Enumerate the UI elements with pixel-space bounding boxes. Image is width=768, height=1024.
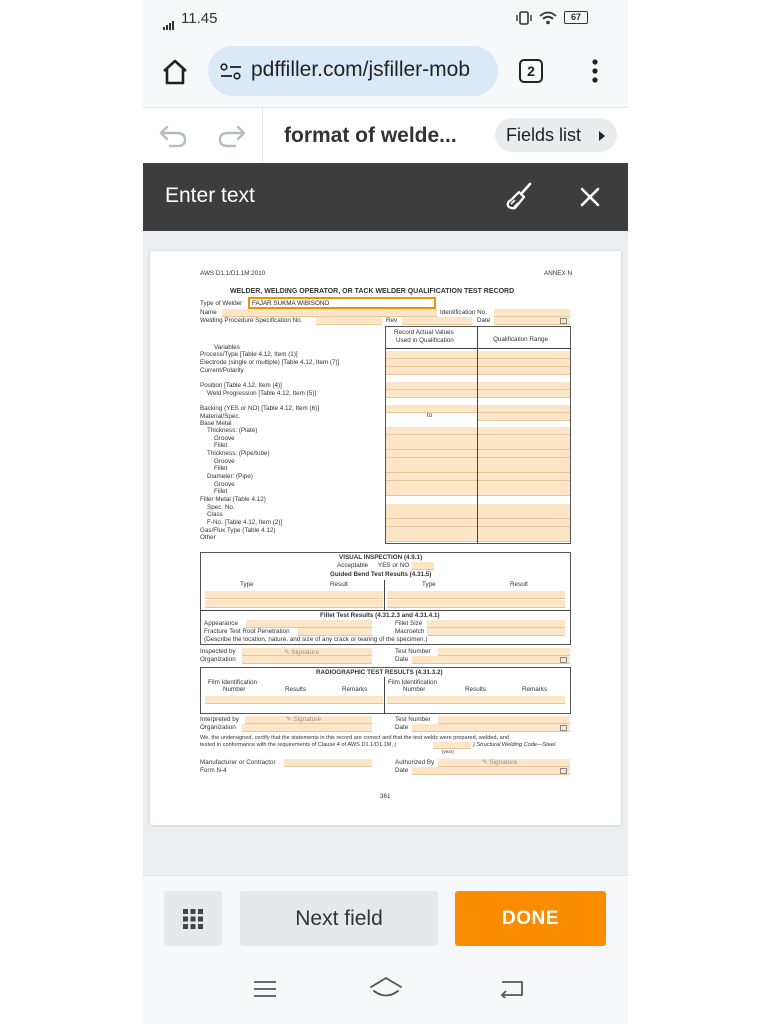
- results-col-header: Results: [285, 686, 306, 693]
- range-field[interactable]: [478, 413, 570, 421]
- url-text: pdffiller.com/jsfiller-mob: [251, 58, 471, 81]
- header-left: AWS D1.1/D1.1M:2010: [200, 270, 266, 277]
- year-label: (year): [442, 749, 454, 754]
- type-col-header: Type: [422, 581, 436, 588]
- battery-icon: 67: [564, 11, 588, 24]
- pen-icon: ✎: [482, 759, 490, 766]
- appearance-label: Appearance: [204, 620, 238, 627]
- date-field[interactable]: [494, 317, 570, 325]
- record-field[interactable]: [386, 511, 477, 519]
- range-field[interactable]: [478, 450, 570, 458]
- page-number: 361: [380, 793, 391, 800]
- bend-result-field[interactable]: [387, 591, 565, 599]
- editor-toolbar: [143, 107, 628, 164]
- variable-label: Material/Spec.: [200, 413, 241, 420]
- record-field[interactable]: [386, 367, 477, 375]
- range-col-header: Qualification Range: [493, 336, 548, 343]
- type-of-welder-input[interactable]: [248, 297, 436, 309]
- table-header-rule: [385, 348, 571, 349]
- document-viewer[interactable]: [143, 231, 628, 875]
- range-field[interactable]: [478, 405, 570, 413]
- rev-label: Rev: [386, 317, 398, 324]
- range-field[interactable]: [478, 351, 570, 359]
- inspected-by-label: Inspected by: [200, 648, 236, 655]
- clear-brush-icon[interactable]: [505, 182, 533, 212]
- chevron-right-icon: [599, 131, 605, 141]
- range-field[interactable]: [478, 382, 570, 390]
- keyboard-grid-button[interactable]: [164, 891, 222, 946]
- organization-field[interactable]: [242, 656, 372, 664]
- certify-text-3: ) Structural Welding Code—Steel.: [473, 742, 557, 748]
- record-field[interactable]: [386, 359, 477, 367]
- range-field[interactable]: [478, 390, 570, 398]
- appearance-field[interactable]: [246, 620, 372, 628]
- name-field[interactable]: [222, 309, 437, 317]
- wps-label: Welding Procedure Specification No.: [200, 317, 303, 324]
- test-number-field[interactable]: [438, 716, 570, 724]
- date-label: Date: [395, 767, 409, 774]
- signal-icon: [163, 13, 175, 30]
- year-field[interactable]: [433, 742, 471, 749]
- number-col-header: Number: [403, 686, 426, 693]
- variable-label: Groove: [214, 458, 235, 465]
- variable-label: Base Metal: [200, 420, 232, 427]
- date-label: Date: [395, 724, 409, 731]
- record-field[interactable]: [386, 382, 477, 390]
- name-label: Name: [200, 309, 217, 316]
- phone-screen: [143, 0, 628, 1024]
- fillet-size-label: Fillet Size: [395, 620, 423, 627]
- acceptable-field[interactable]: [412, 562, 434, 570]
- variable-label: Thickness: (Pipe/tube): [207, 450, 270, 457]
- toolbar-divider: [262, 108, 263, 164]
- form-number: Form N-4: [200, 767, 227, 774]
- header-right: ANNEX N: [544, 270, 572, 277]
- vibrate-icon: [515, 11, 533, 25]
- variable-label: Fillet: [214, 488, 228, 495]
- yes-no-label: YES or NO: [378, 562, 410, 569]
- manufacturer-field[interactable]: [284, 759, 372, 767]
- variable-label: F-No. [Table 4.12, Item (2)]: [207, 519, 283, 526]
- record-field[interactable]: [386, 427, 477, 435]
- range-field[interactable]: [478, 511, 570, 519]
- variable-label: Groove: [214, 435, 235, 442]
- bend-bottom-rule: [200, 610, 571, 611]
- date-field[interactable]: [412, 724, 570, 732]
- variable-label: Spec. No.: [207, 504, 235, 511]
- nav-home-icon[interactable]: [369, 976, 403, 1000]
- signature-placeholder: ✎ Signature: [482, 759, 518, 766]
- close-icon[interactable]: [580, 187, 600, 207]
- remarks-col-header: Remarks: [342, 686, 368, 693]
- fracture-field[interactable]: [298, 628, 372, 636]
- record-col-header-2: Used in Qualification: [396, 337, 454, 344]
- number-col-header: Number: [223, 686, 246, 693]
- authorized-by-label: Authorized By: [395, 759, 435, 766]
- record-field[interactable]: [386, 519, 477, 527]
- variables-label: Variables: [214, 344, 240, 351]
- interpreted-by-label: Interpreted by: [200, 716, 239, 723]
- variable-label: Groove: [214, 481, 235, 488]
- variable-label: Gas/Flux Type (Table 4.12): [200, 527, 276, 534]
- calendar-icon[interactable]: [560, 318, 567, 324]
- range-field[interactable]: [478, 488, 570, 496]
- fracture-label: Fracture Test Root Penetration: [204, 628, 290, 635]
- radiographic-field[interactable]: [387, 696, 565, 704]
- record-field[interactable]: [386, 351, 477, 359]
- manufacturer-label: Manufacturer or Contractor: [200, 759, 276, 766]
- test-number-label: Test Number: [395, 648, 431, 655]
- pen-icon: ✎: [286, 716, 294, 723]
- date-field[interactable]: [412, 656, 570, 664]
- bend-result-field[interactable]: [205, 591, 383, 599]
- range-field[interactable]: [478, 367, 570, 375]
- range-field[interactable]: [478, 519, 570, 527]
- range-field[interactable]: [478, 534, 570, 542]
- macroetch-field[interactable]: [427, 628, 565, 636]
- bend-divider: [384, 580, 385, 610]
- signature-placeholder: ✎ Signature: [284, 649, 320, 656]
- record-col-header: Record Actual Values: [394, 329, 454, 336]
- calendar-icon[interactable]: [560, 725, 567, 731]
- radiographic-title: RADIOGRAPHIC TEST RESULTS (4.31.3.2): [316, 669, 443, 676]
- test-number-label: Test Number: [395, 716, 431, 723]
- range-field[interactable]: [478, 473, 570, 481]
- status-time: 11.45: [181, 10, 218, 27]
- variable-label: Electrode (single or multiple) [Table 4.12, Item (7)]: [200, 359, 340, 366]
- macroetch-label: Macroetch: [395, 628, 425, 635]
- type-of-welder-label: Type of Welder: [200, 300, 243, 307]
- visual-inspection-title: VISUAL INSPECTION (4.9.1): [339, 554, 423, 561]
- variable-label: Backing (YES or NO) [Table 4.12, Item (6)]: [200, 405, 319, 412]
- done-button[interactable]: DONE: [455, 891, 606, 946]
- organization-label: Organization: [200, 724, 236, 731]
- describe-note: (Describe the location, nature, and size of any crack or tearing of the specimen.): [204, 636, 428, 643]
- variable-label: Fillet: [214, 465, 228, 472]
- url-bar[interactable]: [208, 46, 498, 96]
- enter-text-title: Enter text: [165, 184, 255, 207]
- date-label: Date: [477, 317, 491, 324]
- organization-label: Organization: [200, 656, 236, 663]
- identification-field[interactable]: [494, 309, 570, 317]
- variable-label: Current/Polarity: [200, 367, 244, 374]
- to-label: to: [427, 412, 433, 419]
- fields-list-label: Fields list: [506, 125, 582, 145]
- identification-label: Identification No.: [440, 309, 487, 316]
- system-nav-bar: [143, 962, 628, 1024]
- status-bar: [143, 0, 628, 38]
- variable-label: Process/Type [Table 4.12, Item (1)]: [200, 351, 298, 358]
- variable-label: Weld Progression [Table 4.12, Item (5)]: [207, 390, 317, 397]
- more-menu-icon[interactable]: [591, 59, 599, 83]
- record-field[interactable]: [386, 488, 477, 496]
- range-field[interactable]: [478, 442, 570, 450]
- range-field[interactable]: [478, 359, 570, 367]
- organization-field[interactable]: [242, 724, 372, 732]
- date-label: Date: [395, 656, 409, 663]
- fields-list-button[interactable]: [495, 118, 617, 152]
- next-field-button[interactable]: Next field: [240, 891, 438, 946]
- variable-label: Other: [200, 534, 216, 541]
- fillet-size-field[interactable]: [427, 620, 565, 628]
- type-col-header: Type: [240, 581, 254, 588]
- radiographic-field[interactable]: [205, 696, 383, 704]
- back-icon[interactable]: [499, 978, 525, 998]
- site-settings-icon[interactable]: [220, 63, 242, 80]
- document-title: format of welde...: [284, 124, 457, 147]
- guided-bend-title: Guided Bend Test Results (4.31.5): [330, 571, 432, 578]
- variable-label: Fillet: [214, 442, 228, 449]
- bend-result-field[interactable]: [205, 600, 383, 608]
- calendar-icon[interactable]: [560, 657, 567, 663]
- record-field[interactable]: [386, 442, 477, 450]
- film-id-label: Film Identification: [208, 679, 257, 686]
- result-col-header: Result: [330, 581, 348, 588]
- type-of-welder-value: FAJAR SUKMA WIBISONO: [252, 300, 330, 307]
- fillet-test-title: Fillet Test Results (4.31.2.3 and 4.31.4.1): [320, 612, 440, 619]
- home-icon[interactable]: [161, 59, 189, 85]
- record-field[interactable]: [386, 450, 477, 458]
- film-id-label: Film Identification: [388, 679, 437, 686]
- test-number-field[interactable]: [438, 648, 570, 656]
- radiographic-divider: [384, 677, 385, 714]
- record-field[interactable]: [386, 473, 477, 481]
- grid-icon: [182, 908, 204, 930]
- wps-field[interactable]: [316, 317, 382, 325]
- results-col-header: Results: [465, 686, 486, 693]
- tab-switcher-button[interactable]: 2: [519, 59, 543, 83]
- pen-icon: ✎: [284, 649, 292, 656]
- recent-apps-icon[interactable]: [253, 980, 277, 998]
- variable-label: Filler Metal (Table 4.12): [200, 496, 266, 503]
- bottom-action-bar: [143, 875, 628, 963]
- result-col-header: Result: [510, 581, 528, 588]
- form-title: WELDER, WELDING OPERATOR, OR TACK WELDER QUALIFICATION TEST RECORD: [230, 288, 515, 295]
- certify-text-2: tested in conformance with the requirements of Clause 4 of AWS D1.1/D1.1M, (: [200, 742, 397, 748]
- record-field[interactable]: [386, 390, 477, 398]
- enter-text-bar: [143, 163, 628, 231]
- record-field[interactable]: [386, 465, 477, 473]
- pdf-page: [150, 251, 621, 825]
- variable-label: Position [Table 4.12, Item (4)]: [200, 382, 282, 389]
- variable-label: Thickness: (Plate): [207, 427, 258, 434]
- remarks-col-header: Remarks: [522, 686, 548, 693]
- variable-label: Diameter: (Pipe): [207, 473, 253, 480]
- certify-text: We, the undersigned, certify that the statements in this record are correct and that the test welds were prepared, welded, and: [200, 735, 509, 741]
- calendar-icon[interactable]: [560, 768, 567, 774]
- browser-url-row: [143, 38, 628, 106]
- date-field[interactable]: [412, 767, 570, 775]
- variable-label: Class: [207, 511, 223, 518]
- signature-placeholder: ✎ Signature: [286, 716, 322, 723]
- undo-icon[interactable]: [158, 124, 188, 148]
- range-field[interactable]: [478, 427, 570, 435]
- range-field[interactable]: [478, 465, 570, 473]
- redo-icon[interactable]: [217, 124, 247, 148]
- record-field[interactable]: [386, 534, 477, 542]
- bend-result-field[interactable]: [387, 600, 565, 608]
- rev-field[interactable]: [402, 317, 472, 325]
- wifi-icon: [539, 11, 557, 25]
- acceptable-label: Acceptable: [337, 562, 369, 569]
